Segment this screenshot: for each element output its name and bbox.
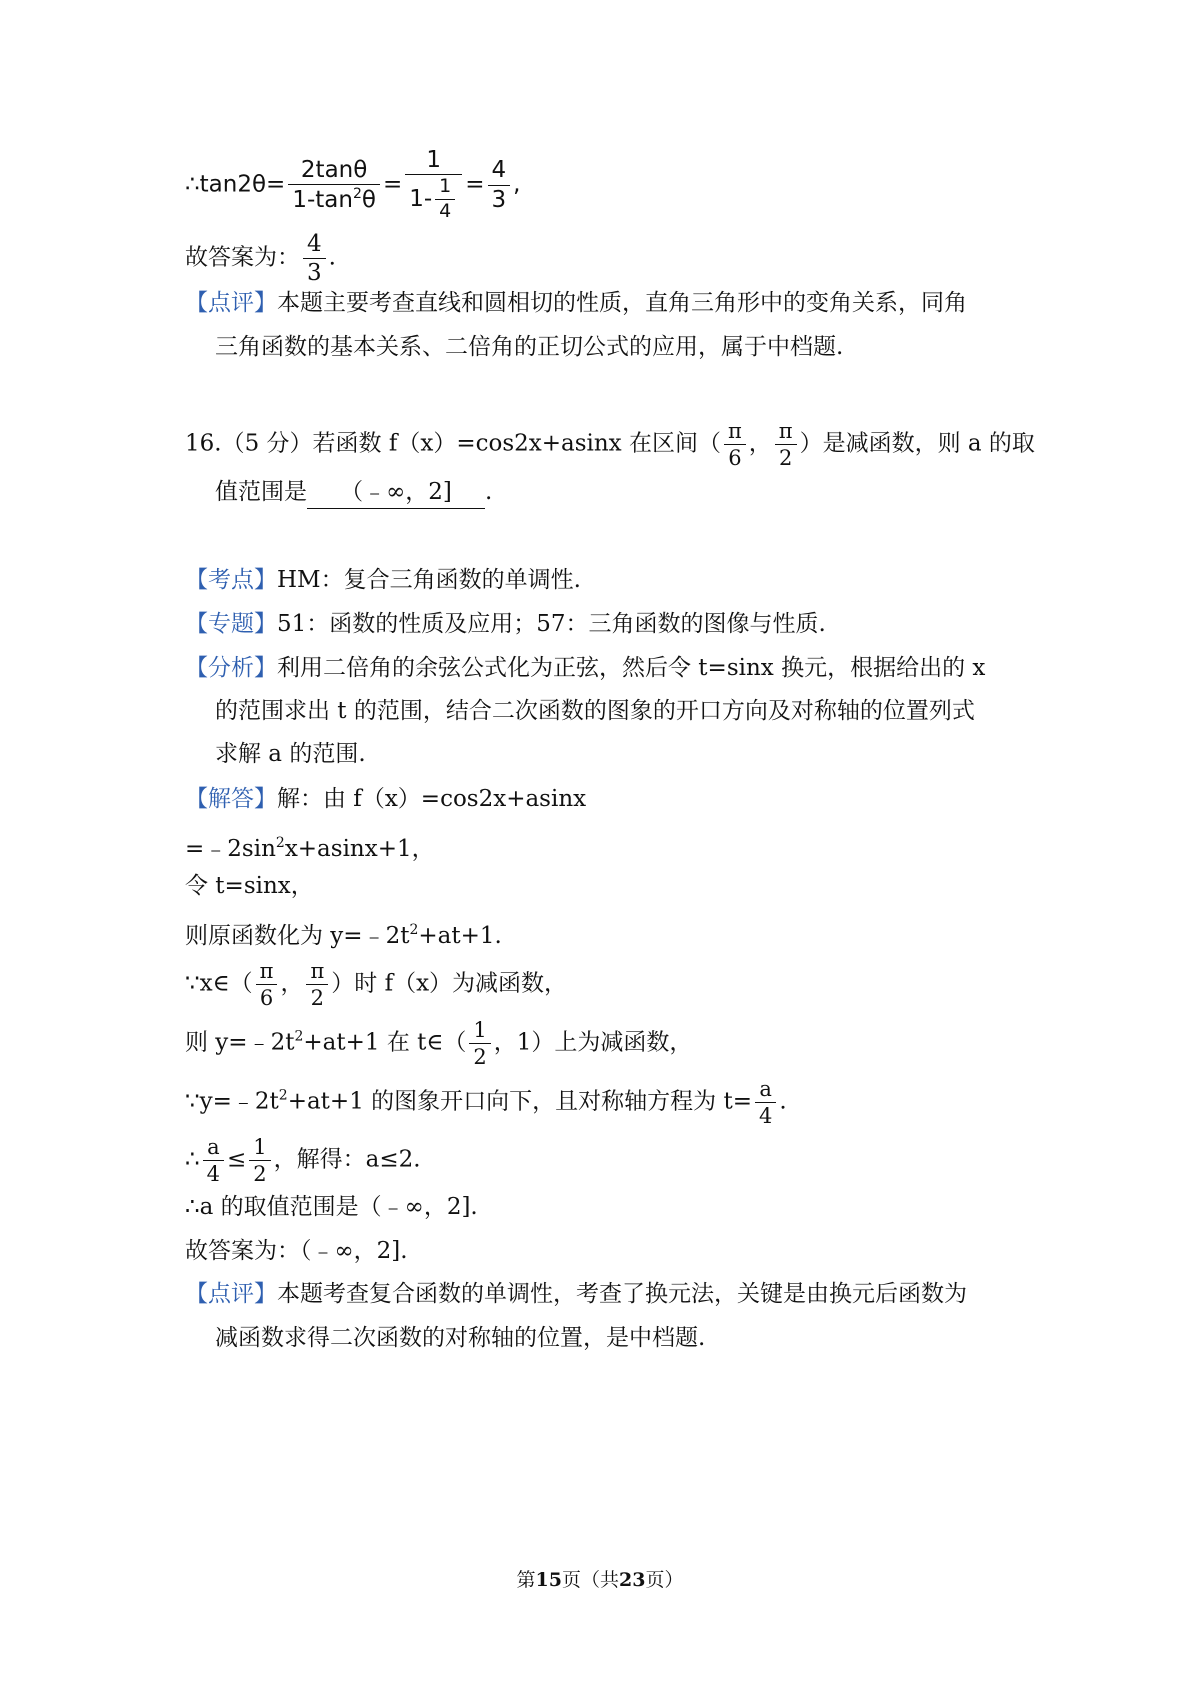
- kaodian-section: 【考点】HM：复合三角函数的单调性.: [185, 567, 581, 593]
- page-total: 23: [619, 1569, 646, 1591]
- previous-review-line2: 三角函数的基本关系、二倍角的正切公式的应用，属于中档题.: [215, 334, 844, 360]
- solution-step-2: $=﹣2\sin^2x+asinx+1$，: [185, 835, 435, 862]
- fraction: $\frac{a}{4}$: [755, 1078, 776, 1127]
- section-tag-kaodian: 【考点】: [185, 567, 277, 593]
- previous-answer: 故答案为： $\frac{4}{3}$ .: [185, 231, 336, 287]
- fraction: $\frac{4}{3}$: [488, 158, 511, 211]
- fraction: $\frac{1}{2}$: [249, 1136, 270, 1185]
- fenxi-line3: 求解 a 的范围.: [215, 741, 366, 767]
- tan2theta-equation: ∴tan2θ= $\frac{2\tan\theta}{1-\tan^2\theta}$ = 1 1- $\frac{1}{4}$ = $\frac{4}{3}$ ,: [185, 147, 521, 223]
- fraction: $\frac{\pi}{6}$: [256, 960, 278, 1009]
- jieda-section: 【解答】解：由 f（x）=cos2x+asinx: [185, 786, 587, 812]
- fenxi-section: 【分析】利用二倍角的余弦公式化为正弦，然后令 t=sinx 换元，根据给出的 x: [185, 655, 986, 681]
- section-tag-review: 【点评】: [185, 1281, 277, 1307]
- fraction: $\frac{1}{2}$: [469, 1019, 490, 1068]
- fraction: $\frac{\pi}{6}$: [724, 420, 746, 469]
- fraction: $\frac{2\tan\theta}{1-\tan^2\theta}$: [288, 158, 380, 212]
- final-answer: 故答案为：（﹣∞，2].: [185, 1238, 408, 1264]
- solution-step-9: ∴a 的取值范围是（﹣∞，2].: [185, 1194, 478, 1220]
- solution-step-8: ∴ $\frac{a}{4}$ ≤ $\frac{1}{2}$ ，解得：a≤2.: [185, 1135, 421, 1187]
- fraction: $\frac{4}{3}$: [303, 232, 326, 285]
- review-section: 【点评】本题考查复合函数的单调性，考查了换元法，关键是由换元后函数为: [185, 1281, 967, 1307]
- solution-step-6: 则 $y=﹣2t^2+at+1$ 在 t∈（ $\frac{1}{2}$ ，1）上为减函数，: [185, 1018, 693, 1070]
- solution-step-4: 则原函数化为 $y=﹣2t^2+at+1$.: [185, 922, 502, 949]
- section-tag-fenxi: 【分析】: [185, 655, 277, 681]
- section-tag-review: 【点评】: [185, 290, 277, 316]
- page-footer: 第15页（共23页）: [516, 1569, 684, 1591]
- previous-review: 【点评】本题主要考查直线和圆相切的性质，直角三角形中的变角关系，同角: [185, 290, 967, 316]
- solution-step-5: ∵x∈（ $\frac{\pi}{6}$ ， $\frac{\pi}{2}$ ）时 f（x）为减函数，: [185, 959, 568, 1011]
- fraction: $\frac{1}{4}$: [435, 177, 455, 222]
- section-tag-jieda: 【解答】: [185, 786, 277, 812]
- answer-blank: （﹣∞，2]: [307, 476, 485, 509]
- problem-16-stem-line2: 值范围是 （﹣∞，2] .: [215, 476, 492, 509]
- problem-16-stem: 16.（5 分）若函数 f（x）=cos2x+asinx 在区间（ $\frac{\pi}{6}$ ， $\frac{\pi}{2}$ ）是减函数，则 a 的取: [185, 419, 1035, 471]
- section-tag-zhuanti: 【专题】: [185, 611, 277, 637]
- solution-step-7: $\because y=﹣2t^2+at+1$ 的图象开口向下，且对称轴方程为 t= $\frac{a}{4}$ .: [185, 1077, 787, 1129]
- fraction: 1 1- $\frac{1}{4}$: [405, 148, 462, 222]
- solution-step-3: 令 t=sinx，: [185, 873, 314, 899]
- fraction: $\frac{\pi}{2}$: [306, 960, 328, 1009]
- fraction: $\frac{\pi}{2}$: [775, 420, 797, 469]
- page-number: 15: [535, 1569, 562, 1591]
- review-line2: 减函数求得二次函数的对称轴的位置，是中档题.: [215, 1325, 706, 1351]
- fraction: $\frac{a}{4}$: [203, 1136, 224, 1185]
- fenxi-line2: 的范围求出 t 的范围，结合二次函数的图象的开口方向及对称轴的位置列式: [215, 698, 975, 724]
- zhuanti-section: 【专题】51：函数的性质及应用；57：三角函数的图像与性质.: [185, 611, 826, 637]
